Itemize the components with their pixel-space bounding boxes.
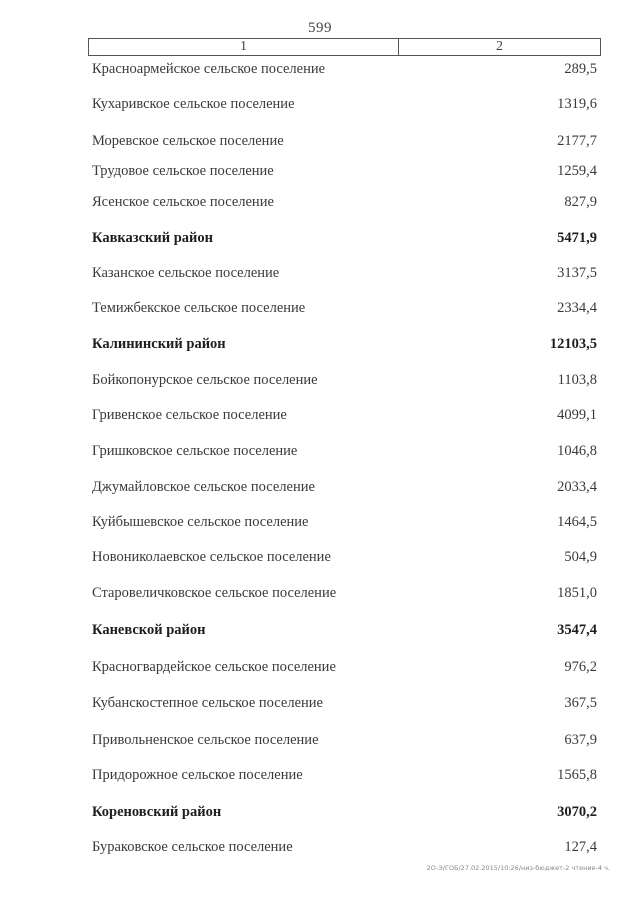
table-row (92, 298, 597, 318)
district-name: Кореновский район (92, 804, 222, 820)
settlement-value: 637,9 (564, 732, 597, 748)
district-value: 12103,5 (549, 336, 597, 352)
settlement-value: 1046,8 (557, 443, 597, 459)
settlement-value: 976,2 (564, 659, 597, 675)
settlement-value: 2177,7 (557, 133, 597, 149)
column-header-1: 1 (89, 39, 399, 55)
settlement-value: 4099,1 (557, 407, 597, 423)
page-number: 599 (308, 20, 332, 36)
table-row (92, 512, 597, 532)
table-row (92, 765, 597, 785)
table-row (92, 583, 597, 603)
table-row (92, 370, 597, 390)
footer-stamp: 2О-Э/ГОБ/27.02.2015/10:26/низ-бюджет-2 чтение-4 ч. (426, 864, 610, 872)
settlement-value: 127,4 (564, 839, 597, 855)
settlement-value: 3137,5 (557, 265, 597, 281)
settlement-name: Бураковское сельское поселение (92, 839, 293, 855)
district-name: Каневской район (92, 622, 206, 638)
settlement-name: Джумайловское сельское поселение (92, 479, 315, 495)
table-row (92, 192, 597, 212)
settlement-value: 1464,5 (557, 514, 597, 530)
district-value: 5471,9 (557, 230, 597, 246)
settlement-name: Красноармейское сельское поселение (92, 61, 326, 77)
district-value: 3547,4 (557, 622, 597, 638)
district-row (92, 620, 597, 640)
settlement-value: 2033,4 (557, 479, 597, 495)
table-row (92, 94, 597, 114)
settlement-name: Гривенское сельское поселение (92, 407, 287, 423)
table-row (92, 263, 597, 283)
table-row (92, 131, 597, 151)
settlement-name: Гришковское сельское поселение (92, 443, 298, 459)
table-row (92, 657, 597, 677)
settlement-name: Бойкопонурское сельское поселение (92, 372, 318, 388)
settlement-name: Кубанскостепное сельское поселение (92, 695, 323, 711)
settlement-value: 504,9 (564, 549, 597, 565)
settlement-value: 1851,0 (557, 585, 597, 601)
table-row (92, 405, 597, 425)
settlement-value: 367,5 (564, 695, 597, 711)
district-name: Калининский район (92, 336, 226, 352)
settlement-value: 1565,8 (557, 767, 597, 783)
settlement-name: Старовеличковское сельское поселение (92, 585, 337, 601)
table-row (92, 730, 597, 750)
column-header-2: 2 (496, 39, 503, 54)
settlement-name: Казанское сельское поселение (92, 265, 280, 281)
settlement-value: 289,5 (564, 61, 597, 77)
district-row (92, 228, 597, 248)
settlement-name: Темижбекское сельское поселение (92, 300, 306, 316)
settlement-name: Куйбышевское сельское поселение (92, 514, 309, 530)
district-row (92, 802, 597, 822)
district-name: Кавказский район (92, 230, 214, 246)
table-row (92, 59, 597, 79)
settlement-name: Кухаривское сельское поселение (92, 96, 295, 112)
settlement-name: Привольненское сельское поселение (92, 732, 319, 748)
district-row (92, 334, 597, 354)
table-row (92, 161, 597, 181)
table-row (92, 477, 597, 497)
table-row (92, 547, 597, 567)
table-row (92, 693, 597, 713)
settlement-name: Моревское сельское поселение (92, 133, 284, 149)
settlement-value: 1319,6 (557, 96, 597, 112)
settlement-name: Ясенское сельское поселение (92, 194, 274, 210)
settlement-name: Трудовое сельское поселение (92, 163, 274, 179)
district-value: 3070,2 (557, 804, 597, 820)
settlement-value: 1103,8 (557, 372, 597, 388)
settlement-value: 827,9 (564, 194, 597, 210)
settlement-name: Красногвардейское сельское поселение (92, 659, 336, 675)
settlement-value: 2334,4 (557, 300, 597, 316)
settlement-value: 1259,4 (557, 163, 597, 179)
settlement-name: Новониколаевское сельское поселение (92, 549, 331, 565)
table-row (92, 441, 597, 461)
table-header (88, 38, 601, 56)
table-row (92, 837, 597, 857)
settlement-name: Придорожное сельское поселение (92, 767, 303, 783)
